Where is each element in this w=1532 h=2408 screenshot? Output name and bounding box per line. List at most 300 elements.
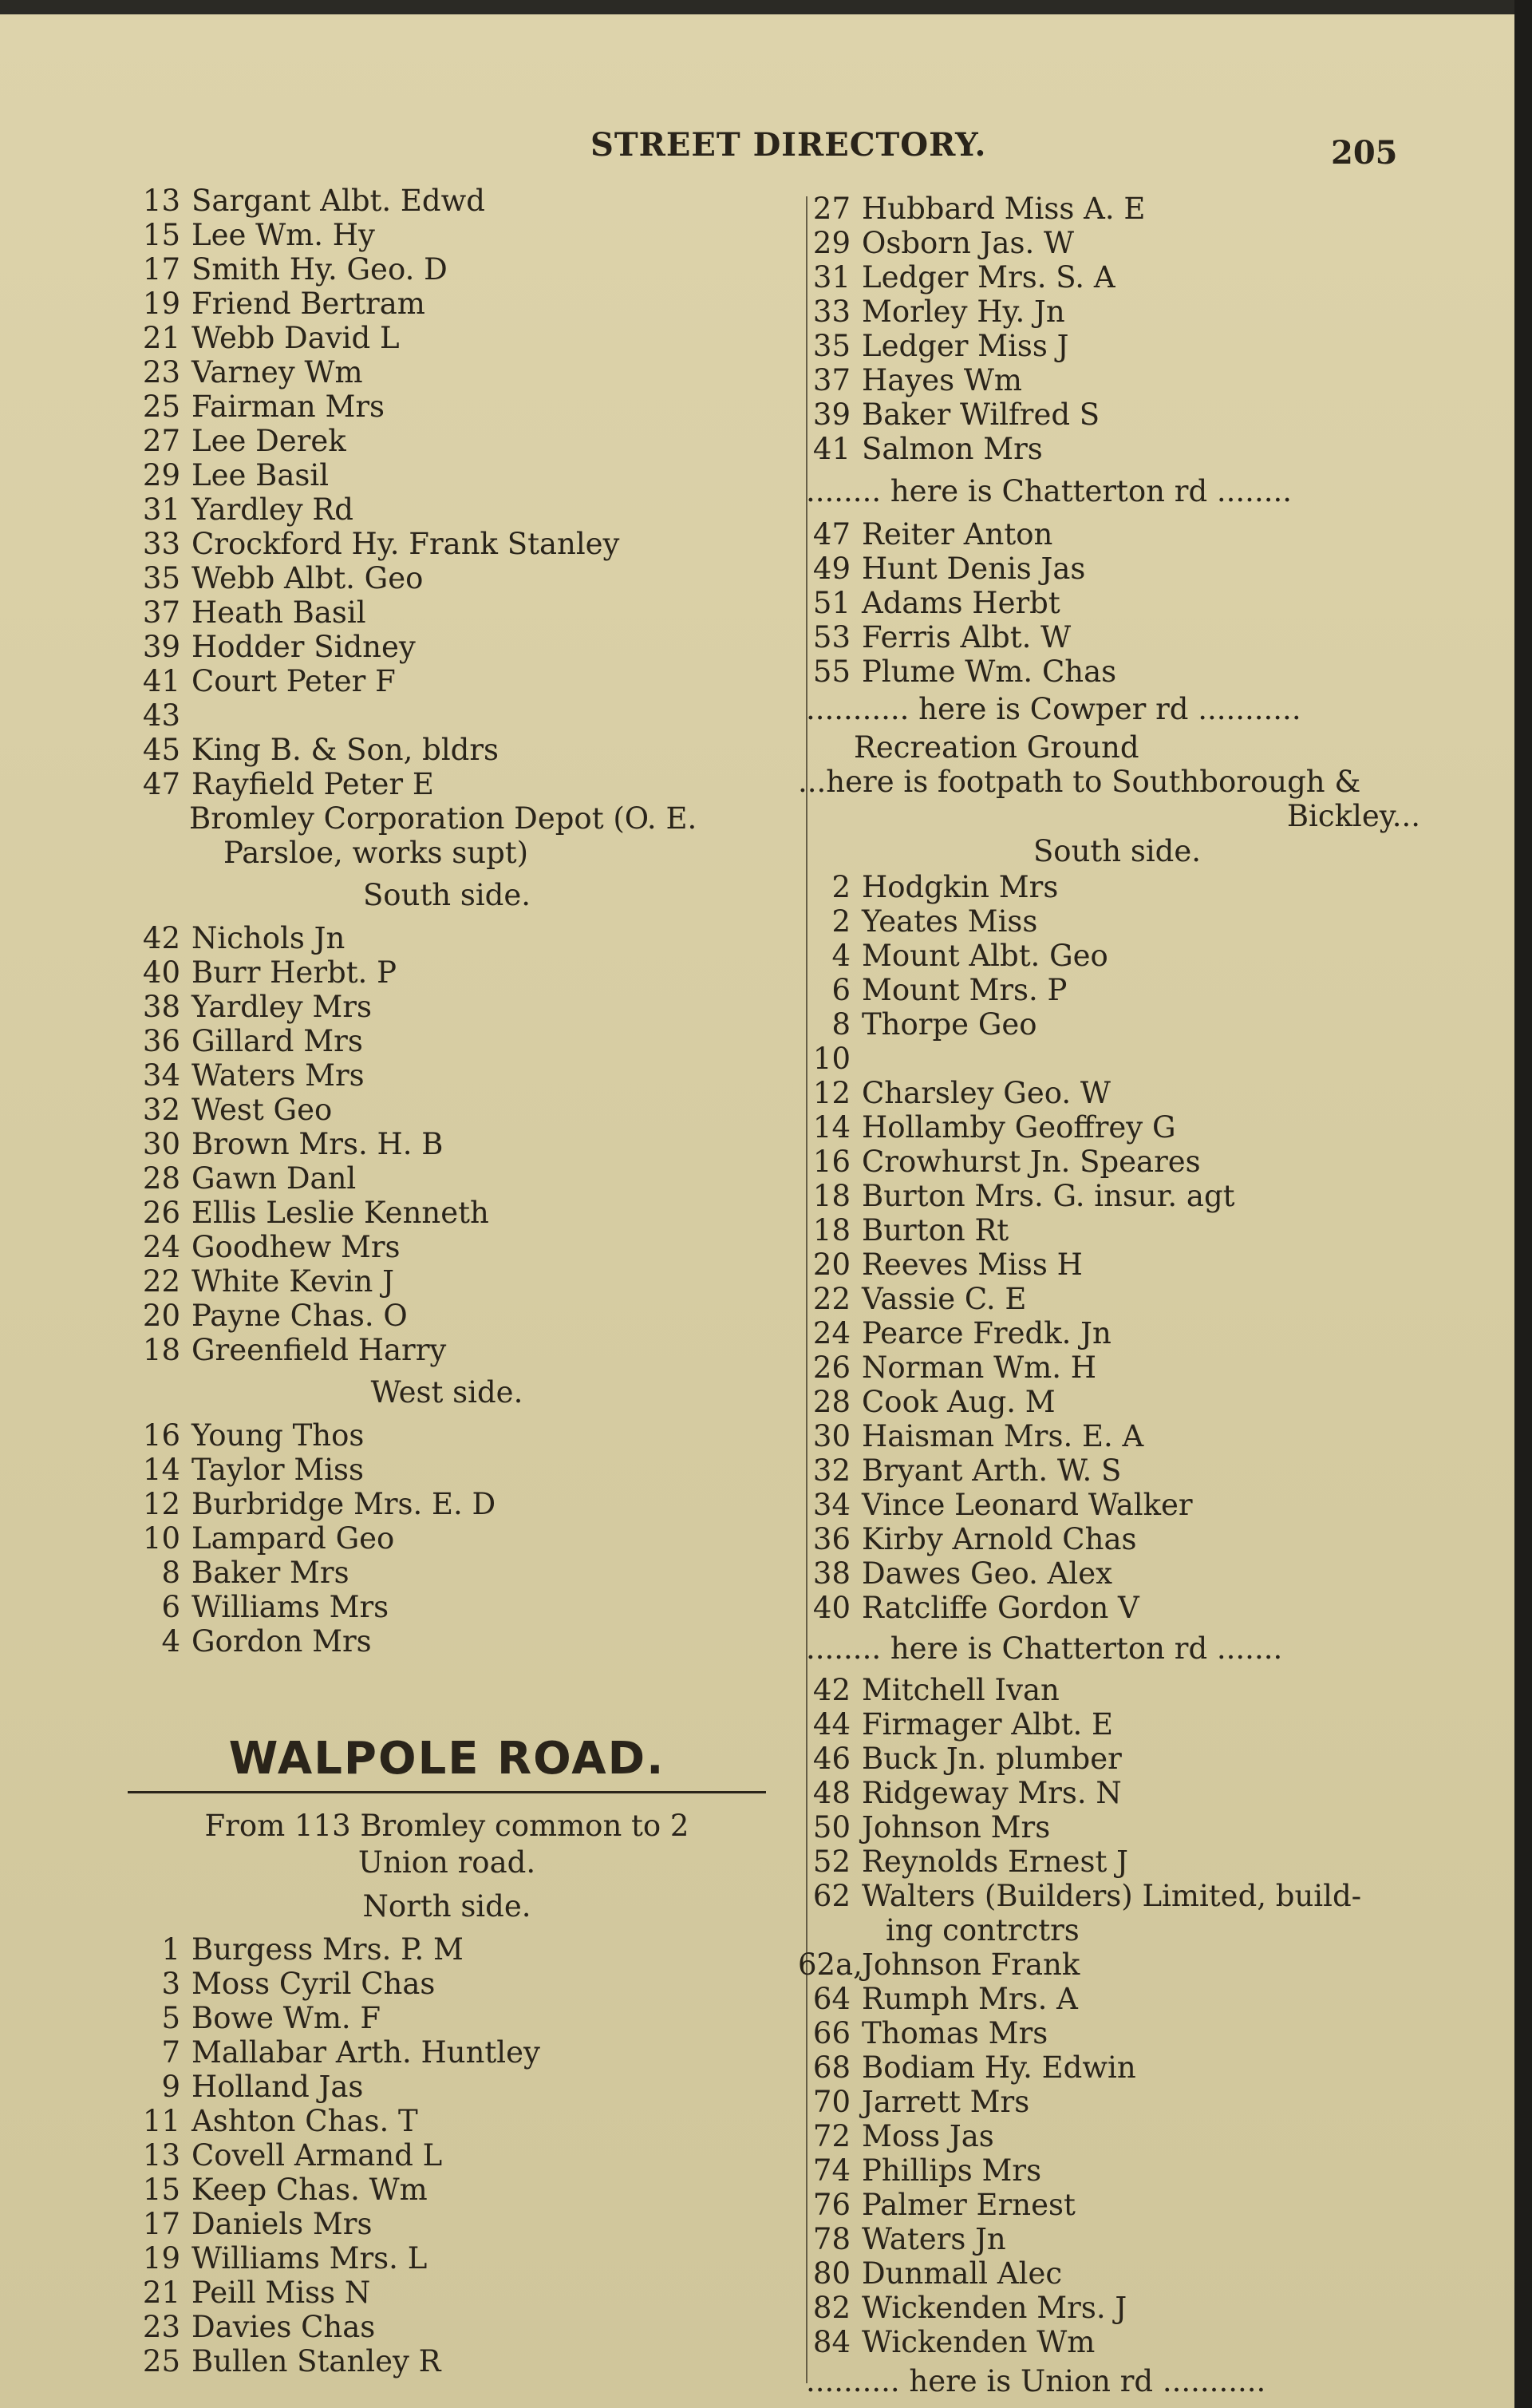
directory-entry bbox=[128, 1264, 766, 1299]
directory-entry bbox=[798, 2050, 1436, 2085]
directory-entry bbox=[128, 2241, 766, 2276]
house-number: 39 bbox=[812, 397, 851, 432]
resident-name: Burgess Mrs. P. M bbox=[192, 1932, 464, 1967]
directory-entry bbox=[128, 1590, 766, 1624]
house-number: 25 bbox=[142, 389, 180, 424]
directory-entry bbox=[798, 1810, 1436, 1845]
left-north-list bbox=[128, 184, 766, 801]
house-number: 6 bbox=[831, 973, 851, 1007]
resident-name: Hollamby Geoffrey G bbox=[862, 1110, 1176, 1145]
directory-entry bbox=[128, 1058, 766, 1093]
directory-entry bbox=[798, 2325, 1436, 2359]
directory-entry bbox=[128, 321, 766, 355]
right-south-list-c bbox=[798, 1947, 1436, 2359]
house-number: 37 bbox=[142, 595, 180, 630]
directory-entry bbox=[128, 492, 766, 527]
right-south-heading: South side. bbox=[1033, 834, 1202, 868]
resident-name: Hodder Sidney bbox=[192, 630, 416, 664]
house-number: 82 bbox=[812, 2291, 851, 2325]
house-number: 36 bbox=[812, 1522, 851, 1556]
house-number: 1 bbox=[161, 1932, 180, 1967]
page-number: 205 bbox=[1331, 134, 1398, 172]
directory-entry bbox=[798, 1453, 1436, 1488]
directory-entry bbox=[128, 1418, 766, 1453]
resident-name: Hayes Wm bbox=[862, 363, 1022, 397]
directory-entry bbox=[798, 1076, 1436, 1110]
house-number: 66 bbox=[812, 2016, 851, 2050]
directory-entry bbox=[128, 2344, 766, 2378]
resident-name: Goodhew Mrs bbox=[192, 1230, 401, 1264]
directory-entry bbox=[798, 1488, 1436, 1522]
directory-entry bbox=[128, 355, 766, 389]
resident-name: Salmon Mrs bbox=[862, 432, 1043, 466]
directory-entry bbox=[798, 1007, 1436, 1042]
house-number: 51 bbox=[812, 586, 851, 620]
directory-entry bbox=[798, 1879, 1436, 1913]
directory-entry bbox=[798, 2085, 1436, 2119]
house-number: 47 bbox=[812, 517, 851, 552]
directory-page bbox=[0, 14, 1514, 2408]
resident-name: Mitchell Ivan bbox=[862, 1673, 1060, 1707]
resident-name: Rumph Mrs. A bbox=[862, 1982, 1078, 2016]
house-number: 29 bbox=[142, 458, 180, 492]
house-number: 17 bbox=[142, 252, 180, 287]
title-rule bbox=[128, 1791, 766, 1793]
scan-top-edge bbox=[0, 0, 1532, 14]
house-number: 32 bbox=[142, 1093, 180, 1127]
resident-name: Gordon Mrs bbox=[192, 1624, 372, 1659]
resident-name: Rayfield Peter E bbox=[192, 767, 434, 801]
note-chatterton-1: ........ here is Chatterton rd ........ bbox=[806, 474, 1292, 508]
directory-entry bbox=[128, 1024, 766, 1058]
resident-name: Bowe Wm. F bbox=[192, 2001, 381, 2035]
directory-entry bbox=[798, 363, 1436, 397]
resident-name: Webb David L bbox=[192, 321, 400, 355]
right-column bbox=[798, 192, 1436, 2404]
resident-name: White Kevin J bbox=[192, 1264, 394, 1299]
directory-entry bbox=[128, 1556, 766, 1590]
resident-name: Nichols Jn bbox=[192, 921, 345, 955]
directory-entry bbox=[128, 630, 766, 664]
directory-entry bbox=[798, 1591, 1436, 1625]
house-number: 16 bbox=[812, 1145, 851, 1179]
house-number: 24 bbox=[142, 1230, 180, 1264]
house-number: 15 bbox=[142, 218, 180, 252]
house-number: 3 bbox=[161, 1967, 180, 2001]
resident-name: Keep Chas. Wm bbox=[192, 2173, 428, 2207]
directory-entry bbox=[128, 2207, 766, 2241]
street-description-1: From 113 Bromley common to 2 bbox=[204, 1809, 689, 1843]
directory-entry bbox=[798, 1385, 1436, 1419]
directory-entry bbox=[128, 2035, 766, 2070]
resident-name: Hubbard Miss A. E bbox=[862, 192, 1146, 226]
house-number: 4 bbox=[831, 939, 851, 973]
resident-name: Baker Wilfred S bbox=[862, 397, 1100, 432]
resident-name: Dunmall Alec bbox=[862, 2256, 1063, 2291]
resident-name: Crockford Hy. Frank Stanley bbox=[192, 527, 620, 561]
directory-entry bbox=[798, 397, 1436, 432]
resident-name: Moss Jas bbox=[862, 2119, 994, 2153]
directory-entry bbox=[798, 1707, 1436, 1742]
house-number: 18 bbox=[812, 1179, 851, 1213]
house-number: 21 bbox=[142, 2276, 180, 2310]
resident-name: Yardley Rd bbox=[192, 492, 353, 527]
house-number: 41 bbox=[812, 432, 851, 466]
resident-name: Walters (Builders) Limited, build- bbox=[862, 1879, 1362, 1913]
house-number: 29 bbox=[812, 226, 851, 260]
resident-name: Lampard Geo bbox=[192, 1521, 395, 1556]
resident-name: Burton Mrs. G. insur. agt bbox=[862, 1179, 1235, 1213]
resident-name: Plume Wm. Chas bbox=[862, 654, 1117, 689]
house-number: 62a, bbox=[798, 1947, 863, 1982]
directory-entry bbox=[798, 517, 1436, 552]
house-number: 22 bbox=[142, 1264, 180, 1299]
directory-entry bbox=[798, 1419, 1436, 1453]
house-number: 41 bbox=[142, 664, 180, 698]
house-number: 23 bbox=[142, 2310, 180, 2344]
directory-entry bbox=[798, 1947, 1436, 1982]
directory-entry bbox=[798, 2256, 1436, 2291]
directory-entry bbox=[798, 1522, 1436, 1556]
house-number: 33 bbox=[812, 295, 851, 329]
house-number: 30 bbox=[142, 1127, 180, 1161]
resident-name: Friend Bertram bbox=[192, 287, 425, 321]
directory-entry bbox=[128, 595, 766, 630]
directory-entry bbox=[128, 2001, 766, 2035]
house-number: 12 bbox=[142, 1487, 180, 1521]
resident-name: Gawn Danl bbox=[192, 1161, 357, 1196]
right-south-list-a bbox=[798, 870, 1436, 1625]
directory-entry bbox=[128, 1487, 766, 1521]
walpole-road-section bbox=[128, 1730, 766, 2378]
directory-entry bbox=[798, 654, 1436, 689]
house-number: 20 bbox=[812, 1247, 851, 1282]
resident-name: Waters Jn bbox=[862, 2222, 1006, 2256]
directory-entry bbox=[798, 2188, 1436, 2222]
house-number: 23 bbox=[142, 355, 180, 389]
house-number: 11 bbox=[142, 2104, 180, 2138]
directory-entry bbox=[798, 1350, 1436, 1385]
directory-entry bbox=[798, 620, 1436, 654]
directory-entry bbox=[798, 2222, 1436, 2256]
house-number: 50 bbox=[812, 1810, 851, 1845]
house-number: 14 bbox=[812, 1110, 851, 1145]
right-south-list-b bbox=[798, 1673, 1436, 1913]
resident-name: Ashton Chas. T bbox=[192, 2104, 418, 2138]
house-number: 68 bbox=[812, 2050, 851, 2085]
directory-entry bbox=[128, 1230, 766, 1264]
house-number: 34 bbox=[142, 1058, 180, 1093]
note-footpath-2: Bickley... bbox=[1286, 799, 1420, 833]
resident-name: Haisman Mrs. E. A bbox=[862, 1419, 1144, 1453]
directory-entry bbox=[128, 767, 766, 801]
house-number: 15 bbox=[142, 2173, 180, 2207]
resident-name: Reeves Miss H bbox=[862, 1247, 1083, 1282]
resident-name: Adams Herbt bbox=[862, 586, 1060, 620]
resident-name: Yeates Miss bbox=[862, 904, 1038, 939]
house-number: 13 bbox=[142, 2138, 180, 2173]
resident-name: West Geo bbox=[192, 1093, 333, 1127]
resident-name: Fairman Mrs bbox=[192, 389, 385, 424]
resident-name: Bryant Arth. W. S bbox=[862, 1453, 1122, 1488]
house-number: 16 bbox=[142, 1418, 180, 1453]
house-number: 34 bbox=[812, 1488, 851, 1522]
house-number: 62 bbox=[812, 1879, 851, 1913]
directory-entry bbox=[798, 2119, 1436, 2153]
directory-entry bbox=[798, 260, 1436, 295]
directory-entry bbox=[798, 1282, 1436, 1316]
directory-entry bbox=[798, 226, 1436, 260]
house-number: 31 bbox=[142, 492, 180, 527]
resident-name: Firmager Albt. E bbox=[862, 1707, 1114, 1742]
directory-entry bbox=[128, 1932, 766, 1967]
resident-name: Phillips Mrs bbox=[862, 2153, 1042, 2188]
house-number: 42 bbox=[812, 1673, 851, 1707]
directory-entry bbox=[798, 939, 1436, 973]
directory-entry bbox=[128, 2310, 766, 2344]
directory-entry bbox=[798, 552, 1436, 586]
resident-name: Daniels Mrs bbox=[192, 2207, 373, 2241]
resident-name: Ledger Miss J bbox=[862, 329, 1069, 363]
resident-name: Osborn Jas. W bbox=[862, 226, 1074, 260]
directory-entry bbox=[798, 1556, 1436, 1591]
resident-name: Crowhurst Jn. Speares bbox=[862, 1145, 1201, 1179]
resident-name: Jarrett Mrs bbox=[862, 2085, 1030, 2119]
directory-entry bbox=[128, 990, 766, 1024]
resident-name: Wickenden Mrs. J bbox=[862, 2291, 1127, 2325]
resident-name: Williams Mrs bbox=[192, 1590, 389, 1624]
house-number: 76 bbox=[812, 2188, 851, 2222]
house-number: 80 bbox=[812, 2256, 851, 2291]
resident-name: Moss Cyril Chas bbox=[192, 1967, 436, 2001]
house-number: 5 bbox=[161, 2001, 180, 2035]
resident-name: Greenfield Harry bbox=[192, 1333, 447, 1367]
resident-name: Vince Leonard Walker bbox=[862, 1488, 1193, 1522]
directory-entry bbox=[798, 329, 1436, 363]
directory-entry bbox=[128, 561, 766, 595]
directory-entry bbox=[128, 424, 766, 458]
resident-name: Lee Wm. Hy bbox=[192, 218, 375, 252]
resident-name: Palmer Ernest bbox=[862, 2188, 1076, 2222]
note-cowper: ........... here is Cowper rd ........... bbox=[806, 692, 1301, 726]
directory-entry bbox=[798, 1776, 1436, 1810]
house-number: 6 bbox=[161, 1590, 180, 1624]
house-number: 74 bbox=[812, 2153, 851, 2188]
house-number: 72 bbox=[812, 2119, 851, 2153]
house-number: 21 bbox=[142, 321, 180, 355]
house-number: 39 bbox=[142, 630, 180, 664]
resident-name: Burbridge Mrs. E. D bbox=[192, 1487, 496, 1521]
note-chatterton-2: ........ here is Chatterton rd ....... bbox=[806, 1631, 1283, 1666]
resident-name: Payne Chas. O bbox=[192, 1299, 408, 1333]
right-north-list-a bbox=[798, 192, 1436, 466]
resident-name: Pearce Fredk. Jn bbox=[862, 1316, 1111, 1350]
directory-entry bbox=[798, 1110, 1436, 1145]
house-number: 78 bbox=[812, 2222, 851, 2256]
house-number: 30 bbox=[812, 1419, 851, 1453]
street-title: WALPOLE ROAD. bbox=[228, 1733, 665, 1785]
walters-continuation: ing contrctrs bbox=[886, 1913, 1080, 1947]
directory-entry bbox=[128, 2104, 766, 2138]
house-number: 26 bbox=[812, 1350, 851, 1385]
house-number: 40 bbox=[142, 955, 180, 990]
house-number: 38 bbox=[142, 990, 180, 1024]
house-number: 40 bbox=[812, 1591, 851, 1625]
resident-name: Williams Mrs. L bbox=[192, 2241, 428, 2276]
house-number: 35 bbox=[142, 561, 180, 595]
resident-name: Webb Albt. Geo bbox=[192, 561, 424, 595]
house-number: 12 bbox=[812, 1076, 851, 1110]
directory-entry bbox=[798, 1247, 1436, 1282]
scan-right-edge bbox=[1514, 0, 1532, 2408]
resident-name: Mallabar Arth. Huntley bbox=[192, 2035, 540, 2070]
house-number: 33 bbox=[142, 527, 180, 561]
resident-name: Burr Herbt. P bbox=[192, 955, 397, 990]
directory-entry bbox=[128, 1161, 766, 1196]
directory-entry bbox=[798, 1145, 1436, 1179]
house-number: 45 bbox=[142, 733, 180, 767]
house-number: 28 bbox=[142, 1161, 180, 1196]
house-number: 27 bbox=[142, 424, 180, 458]
house-number: 25 bbox=[142, 2344, 180, 2378]
resident-name: Johnson Frank bbox=[862, 1947, 1080, 1982]
directory-entry bbox=[128, 664, 766, 698]
directory-entry bbox=[128, 2276, 766, 2310]
directory-entry bbox=[128, 287, 766, 321]
house-number: 43 bbox=[142, 698, 180, 733]
resident-name: Taylor Miss bbox=[192, 1453, 365, 1487]
resident-name: Bullen Stanley R bbox=[192, 2344, 441, 2378]
note-footpath-1: ...here is footpath to Southborough & bbox=[798, 765, 1361, 799]
directory-entry bbox=[128, 921, 766, 955]
directory-entry bbox=[128, 955, 766, 990]
house-number: 26 bbox=[142, 1196, 180, 1230]
resident-name bbox=[192, 698, 766, 733]
house-number: 28 bbox=[812, 1385, 851, 1419]
house-number: 10 bbox=[142, 1521, 180, 1556]
directory-entry bbox=[798, 2291, 1436, 2325]
directory-entry bbox=[128, 2138, 766, 2173]
left-south-list bbox=[128, 921, 766, 1367]
directory-entry bbox=[798, 432, 1436, 466]
house-number: 2 bbox=[831, 904, 851, 939]
house-number: 18 bbox=[812, 1213, 851, 1247]
directory-entry bbox=[128, 1521, 766, 1556]
resident-name: King B. & Son, bldrs bbox=[192, 733, 499, 767]
house-number: 38 bbox=[812, 1556, 851, 1591]
house-number: 2 bbox=[831, 870, 851, 904]
house-number: 7 bbox=[161, 2035, 180, 2070]
house-number: 31 bbox=[812, 260, 851, 295]
house-number: 44 bbox=[812, 1707, 851, 1742]
house-number: 14 bbox=[142, 1453, 180, 1487]
resident-name: Cook Aug. M bbox=[862, 1385, 1056, 1419]
house-number: 8 bbox=[161, 1556, 180, 1590]
resident-name: Ratcliffe Gordon V bbox=[862, 1591, 1139, 1625]
house-number: 10 bbox=[812, 1042, 851, 1076]
directory-entry bbox=[128, 1967, 766, 2001]
house-number: 84 bbox=[812, 2325, 851, 2359]
directory-entry bbox=[798, 973, 1436, 1007]
west-side-heading: West side. bbox=[370, 1375, 523, 1410]
resident-name: Davies Chas bbox=[192, 2310, 376, 2344]
directory-entry bbox=[128, 527, 766, 561]
resident-name: Morley Hy. Jn bbox=[862, 295, 1065, 329]
directory-entry bbox=[128, 1127, 766, 1161]
house-number: 19 bbox=[142, 2241, 180, 2276]
resident-name: Buck Jn. plumber bbox=[862, 1742, 1122, 1776]
directory-entry bbox=[798, 586, 1436, 620]
resident-name: Lee Basil bbox=[192, 458, 330, 492]
resident-name: Dawes Geo. Alex bbox=[862, 1556, 1112, 1591]
resident-name: Waters Mrs bbox=[192, 1058, 365, 1093]
directory-entry bbox=[798, 1042, 1436, 1076]
house-number: 22 bbox=[812, 1282, 851, 1316]
house-number: 52 bbox=[812, 1845, 851, 1879]
north-side-heading: North side. bbox=[362, 1889, 531, 1924]
resident-name: Court Peter F bbox=[192, 664, 396, 698]
house-number: 32 bbox=[812, 1453, 851, 1488]
resident-name: Reynolds Ernest J bbox=[862, 1845, 1128, 1879]
house-number: 17 bbox=[142, 2207, 180, 2241]
resident-name: Gillard Mrs bbox=[192, 1024, 363, 1058]
house-number: 53 bbox=[812, 620, 851, 654]
resident-name: Thomas Mrs bbox=[862, 2016, 1048, 2050]
house-number: 46 bbox=[812, 1742, 851, 1776]
resident-name: Ledger Mrs. S. A bbox=[862, 260, 1115, 295]
page-title: STREET DIRECTORY. bbox=[590, 126, 987, 164]
directory-entry bbox=[798, 870, 1436, 904]
house-number: 9 bbox=[161, 2070, 180, 2104]
directory-entry bbox=[798, 295, 1436, 329]
resident-name: Covell Armand L bbox=[192, 2138, 443, 2173]
directory-entry bbox=[128, 458, 766, 492]
resident-name: Varney Wm bbox=[192, 355, 363, 389]
resident-name: Wickenden Wm bbox=[862, 2325, 1096, 2359]
house-number: 24 bbox=[812, 1316, 851, 1350]
directory-entry bbox=[128, 1299, 766, 1333]
house-number: 47 bbox=[142, 767, 180, 801]
resident-name: Norman Wm. H bbox=[862, 1350, 1096, 1385]
resident-name: Hunt Denis Jas bbox=[862, 552, 1086, 586]
resident-name: Ferris Albt. W bbox=[862, 620, 1072, 654]
recreation-ground: Recreation Ground bbox=[854, 730, 1139, 765]
resident-name: Ridgeway Mrs. N bbox=[862, 1776, 1122, 1810]
resident-name: Mount Albt. Geo bbox=[862, 939, 1108, 973]
house-number: 8 bbox=[831, 1007, 851, 1042]
resident-name: Brown Mrs. H. B bbox=[192, 1127, 444, 1161]
directory-entry bbox=[798, 1316, 1436, 1350]
house-number: 37 bbox=[812, 363, 851, 397]
resident-name: Bodiam Hy. Edwin bbox=[862, 2050, 1136, 2085]
house-number: 49 bbox=[812, 552, 851, 586]
resident-name: Kirby Arnold Chas bbox=[862, 1522, 1137, 1556]
house-number: 55 bbox=[812, 654, 851, 689]
house-number: 48 bbox=[812, 1776, 851, 1810]
resident-name: Burton Rt bbox=[862, 1213, 1009, 1247]
south-side-heading: South side. bbox=[362, 878, 531, 912]
resident-name: Baker Mrs bbox=[192, 1556, 349, 1590]
street-description-2: Union road. bbox=[357, 1845, 536, 1880]
resident-name: Sargant Albt. Edwd bbox=[192, 184, 485, 218]
resident-name: Ellis Leslie Kenneth bbox=[192, 1196, 489, 1230]
directory-entry bbox=[798, 1982, 1436, 2016]
resident-name: Charsley Geo. W bbox=[862, 1076, 1111, 1110]
house-number: 70 bbox=[812, 2085, 851, 2119]
house-number: 35 bbox=[812, 329, 851, 363]
house-number: 4 bbox=[161, 1624, 180, 1659]
directory-entry bbox=[128, 2173, 766, 2207]
